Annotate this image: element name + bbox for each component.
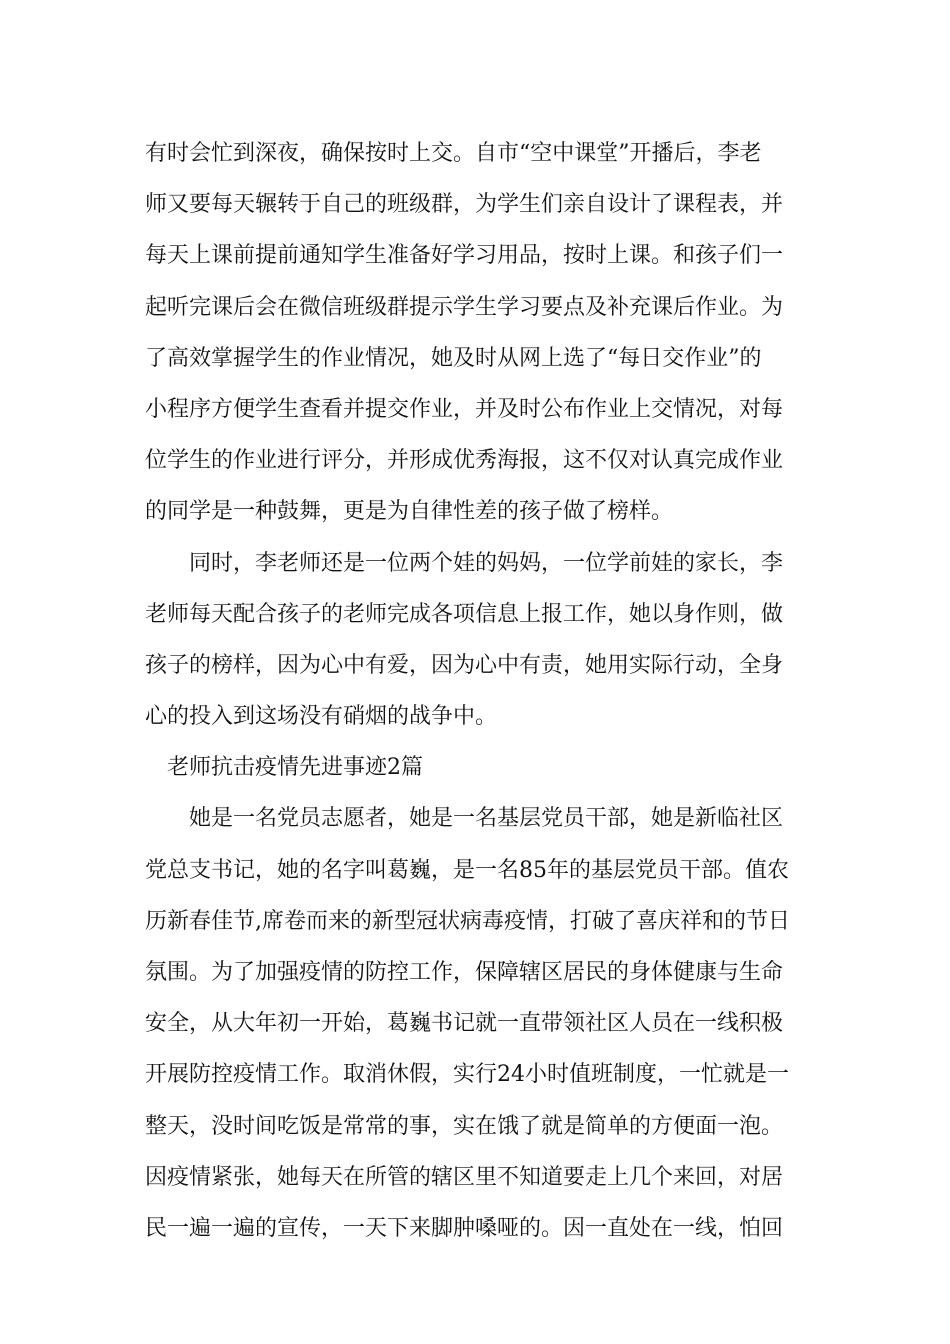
text-line: 师又要每天辗转于自己的班级群，为学生们亲自设计了课程表，并 [145, 192, 784, 218]
text-line: 小程序方便学生查看并提交作业，并及时公布作业上交情况，对每 [145, 396, 784, 422]
text-line: 整天，没时间吃饭是常常的事，实在饿了就是简单的方便面一泡。 [145, 1113, 784, 1139]
text-line: 同时，李老师还是一位两个娃的妈妈，一位学前娃的家长，李 [189, 550, 784, 576]
text-line: 起听完课后会在微信班级群提示学生学习要点及补充课后作业。为 [145, 294, 784, 320]
text-line: 历新春佳节,席卷而来的新型冠状病毒疫情，打破了喜庆祥和的节日 [145, 908, 790, 934]
text-line: 党总支书记，她的名字叫葛巍，是一名85年的基层党员干部。值农 [145, 857, 789, 883]
text-line: 安全，从大年初一开始，葛巍书记就一直带领社区人员在一线积极 [145, 1011, 784, 1037]
text-line: 老师每天配合孩子的老师完成各项信息上报工作，她以身作则，做 [145, 601, 784, 627]
text-line: 心的投入到这场没有硝烟的战争中。 [145, 704, 498, 730]
paragraph-party-secretary [145, 793, 805, 1254]
text-line: 的同学是一种鼓舞，更是为自律性差的孩子做了榜样。 [145, 499, 674, 525]
text-line: 了高效掌握学生的作业情况，她及时从网上选了“每日交作业”的 [145, 345, 762, 371]
document-body [145, 128, 805, 1254]
paragraph-teacher-li-classwork [145, 128, 805, 538]
paragraph-teacher-li-mother [145, 538, 805, 743]
text-line: 孩子的榜样，因为心中有爱，因为心中有责，她用实际行动，全身 [145, 652, 784, 678]
text-line: 氛围。为了加强疫情的防控工作，保障辖区居民的身体健康与生命 [145, 960, 784, 985]
text-line: 民一遍一遍的宣传，一天下来脚肿嗓哑的。因一直处在一线，怕回 [145, 1215, 784, 1241]
text-line: 每天上课前提前通知学生准备好学习用品，按时上课。和孩子们一 [145, 243, 784, 269]
text-line: 有时会忙到深夜，确保按时上交。自市“空中课堂”开播后，李老 [145, 141, 762, 166]
text-line: 因疫情紧张，她每天在所管的辖区里不知道要走上几个来回，对居 [145, 1164, 784, 1190]
heading-text: 老师抗击疫情先进事迹2篇 [167, 755, 423, 781]
section-heading [145, 742, 805, 793]
text-line: 位学生的作业进行评分，并形成优秀海报，这不仅对认真完成作业 [145, 448, 784, 474]
text-line: 她是一名党员志愿者，她是一名基层党员干部，她是新临社区 [189, 806, 784, 832]
text-line: 开展防控疫情工作。取消休假，实行24小时值班制度，一忙就是一 [145, 1062, 789, 1088]
